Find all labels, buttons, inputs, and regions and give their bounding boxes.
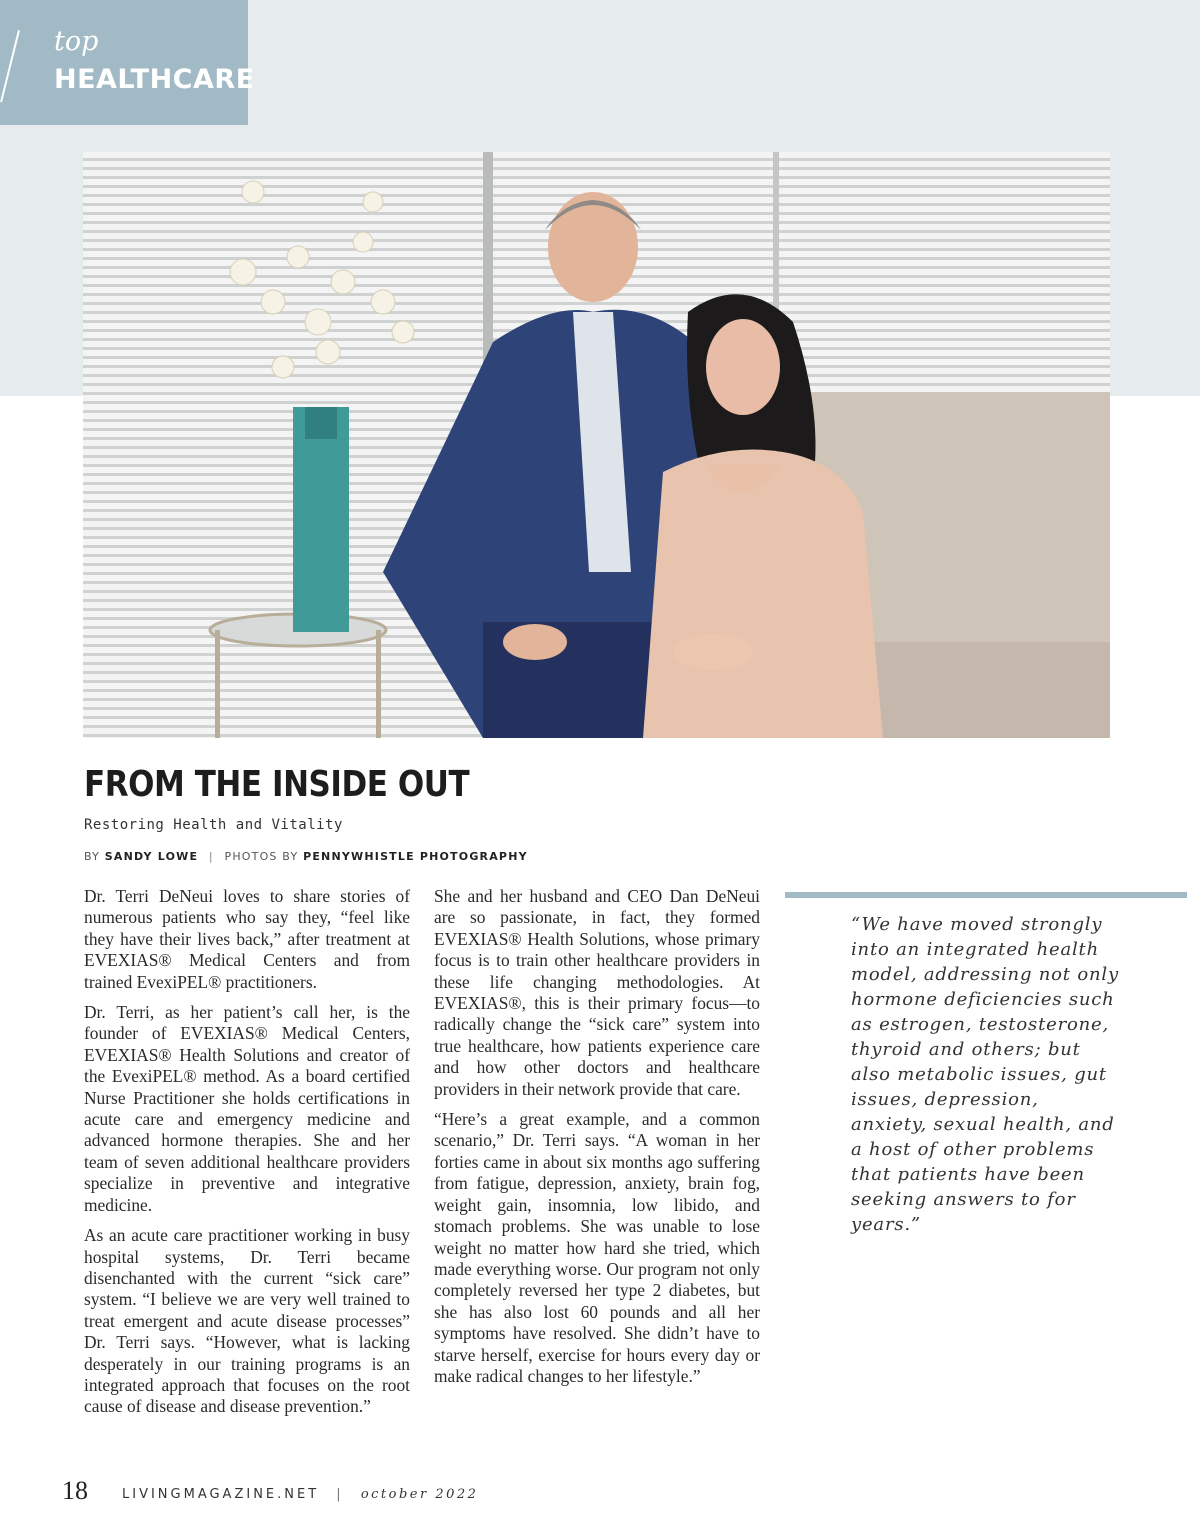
pull-quote-rule <box>785 892 1187 898</box>
article-column-2 <box>434 886 760 1396</box>
couple-portrait-illustration <box>83 152 1110 738</box>
page-number: 18 <box>62 1476 88 1505</box>
footer <box>122 1487 478 1502</box>
article-headline: FROM THE INSIDE OUT <box>84 764 470 805</box>
footer-separator: | <box>336 1487 344 1502</box>
paragraph: “Here’s a great example, and a common scenario,” Dr. Terri says. “A woman in her forties came in about six months ago suffering from fatigue, depression, anxiety, brain fog, weight gain, insomnia, low libido, and stomach problems. She was unable to lose weight no matter how hard she tried, which made everything worse. Our program not only completely reversed her type 2 diabetes, but she has also lost 60 pounds and all her symptoms have resolved. She didn’t have to starve herself, exercise for hours every day or make radical changes to her lifestyle.” <box>434 1109 760 1386</box>
footer-issue: october 2022 <box>360 1487 479 1502</box>
byline-author: SANDY LOWE <box>104 850 199 863</box>
paragraph: She and her husband and CEO Dan DeNeui are so passionate, in fact, they formed EVEXIAS® Health Solutions, whose primary focus is to train other healthcare providers in these life changing methodologies. At EVEXIAS®, this is their primary focus—to radically change the “sick care” system into true healthcare, how patients experience care and how other doctors and healthcare providers in their network provide that care. <box>434 886 760 1099</box>
paragraph: As an acute care practitioner working in busy hospital systems, Dr. Terri became disenchanted with the current “sick care” system. “I believe we are very well trained to treat emergent and acute disease processes” Dr. Terri says. “However, what is lacking desperately in our training programs is an integrated approach that focuses on the root cause of disease and disease prevention.” <box>84 1225 410 1417</box>
slash-divider <box>0 30 20 102</box>
footer-site: LIVINGMAGAZINE.NET <box>122 1487 320 1502</box>
byline-separator: | <box>208 850 214 863</box>
pull-quote: “We have moved strongly into an integrated health model, addressing not only hormone deficiencies such as estrogen, testosterone, thyroid and others; but also metabolic issues, gut issues, depression, anxiety, sexual health, and a host of other problems that patients have been seeking answers to for years.” <box>851 914 1119 1235</box>
paragraph: Dr. Terri, as her patient’s call her, is the founder of EVEXIAS® Medical Centers, EVEXIAS® Health Solutions and creator of the EvexiPEL® method. As a board certified Nurse Practitioner she holds certifications in acute care and emergency medicine and advanced hormone therapies. She and her team of seven additional healthcare providers specialize in preventive and integrative medicine. <box>84 1002 410 1215</box>
article-column-1 <box>84 886 410 1427</box>
section-tab <box>0 0 255 125</box>
paragraph: Dr. Terri DeNeui loves to share stories of numerous patients who say they, “feel like they have their lives back,” after treatment at EVEXIAS® Medical Centers and from trained EvexiPEL® practitioners. <box>84 886 410 992</box>
byline-photos-prefix: PHOTOS BY <box>224 850 299 863</box>
byline <box>84 850 528 863</box>
byline-photographer: PENNYWHISTLE PHOTOGRAPHY <box>303 850 528 863</box>
byline-by: BY <box>84 850 101 863</box>
article-subhead: Restoring Health and Vitality <box>84 817 343 833</box>
section-name: HEALTHCARE <box>54 64 255 95</box>
feature-photo <box>83 152 1110 738</box>
section-kicker: top <box>54 26 99 57</box>
